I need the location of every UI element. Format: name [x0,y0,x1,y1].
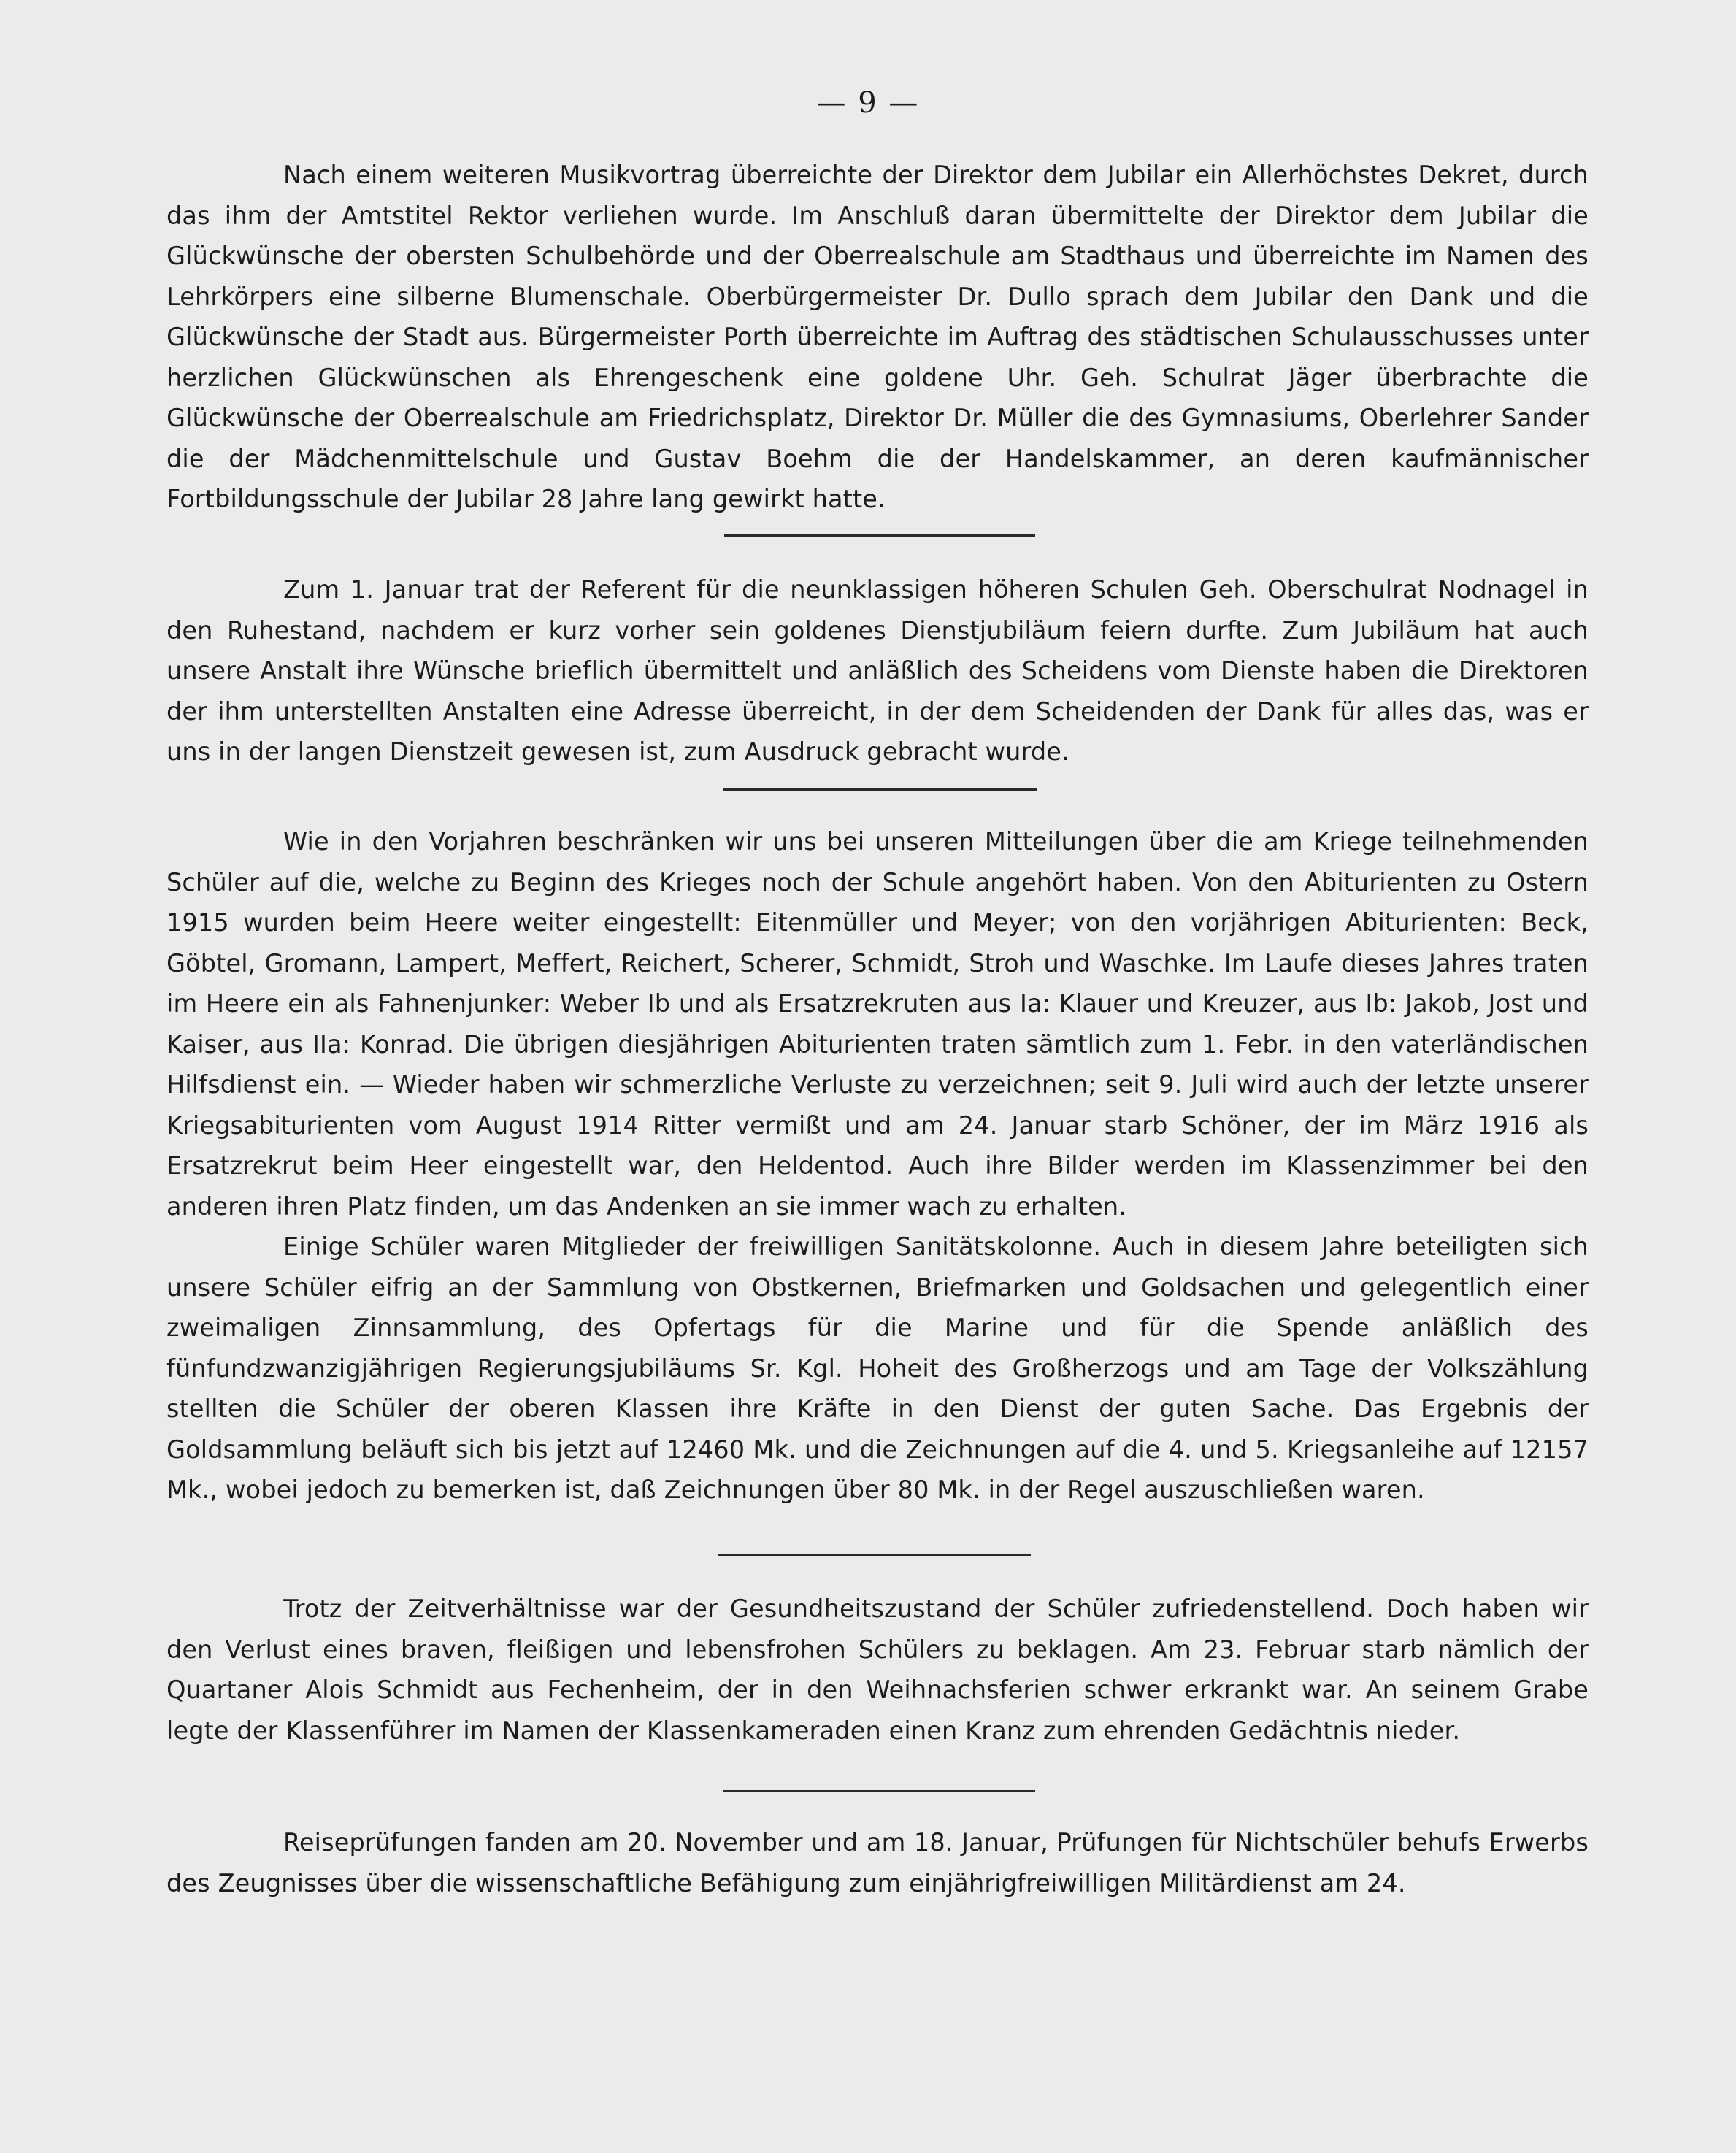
page-number: — 9 — [816,86,920,120]
paragraph: Einige Schüler waren Mitglieder der freiwilligen Sanitätskolonne. Auch in diesem Jahre beteiligten sich unsere Schüler eifrig an der Sammlung von Obstkernen, Briefmarken und Goldsachen und gelegentlich einer zweimaligen Zinnsammlung, des Opfertags für die Marine und für die Spende anläßlich des fünfundzwanzigjährigen Regierungsjubiläums Sr. Kgl. Hoheit des Großherzogs und am Tage der Volkszählung stellten die Schüler der oberen Klassen ihre Kräfte in den Dienst der guten Sache. Das Ergebnis der Goldsammlung beläuft sich bis jetzt auf 12460 Mk. und die Zeichnungen auf die 4. und 5. Kriegsanleihe auf 12157 Mk., wobei jedoch zu bemerken ist, daß Zeichnungen über 80 Mk. in der Regel auszuschließen waren. [166,1232,1589,1504]
section-war [166,821,1589,1511]
paragraph: Nach einem weiteren Musikvortrag überreichte der Direktor dem Jubilar ein Allerhöchstes Dekret, durch das ihm der Amtstitel Rektor verliehen wurde. Im Anschluß daran übermittelte der Direktor dem Jubilar die Glückwünsche der obersten Schulbehörde und der Oberrealschule am Stadthaus und überreichte im Namen des Lehrkörpers eine silberne Blumenschale. Oberbürgermeister Dr. Dullo sprach dem Jubilar den Dank und die Glückwünsche der Stadt aus. Bürgermeister Porth überreichte im Auftrag des städtischen Schulausschusses unter herzlichen Glückwünschen als Ehrengeschenk eine goldene Uhr. Geh. Schulrat Jäger überbrachte die Glückwünsche der Oberrealschule am Friedrichsplatz, Direktor Dr. Müller die des Gymnasiums, Oberlehrer Sander die der Mädchenmittelschule und Gustav Boehm die der Handelskammer, an deren kaufmännischer Fortbildungsschule der Jubilar 28 Jahre lang gewirkt hatte. [166,161,1589,513]
section-divider [723,788,1037,791]
paragraph: Trotz der Zeitverhältnisse war der Gesundheitszustand der Schüler zufriedenstellend. Doch haben wir den Verlust eines braven, fleißigen und lebensfrohen Schülers zu beklagen. Am 23. Februar starb nämlich der Quartaner Alois Schmidt aus Fechenheim, der in den Weihnachsferien schwer erkrankt war. An seinem Grabe legte der Klassenführer im Namen der Klassenkameraden einen Kranz zum ehrenden Gedächtnis nieder. [166,1594,1589,1745]
paragraph: Wie in den Vorjahren beschränken wir uns bei unseren Mitteilungen über die am Kriege teilnehmenden Schüler auf die, welche zu Beginn des Krieges noch der Schule angehört haben. Von den Abiturienten zu Ostern 1915 wurden beim Heere weiter eingestellt: Eitenmüller und Meyer; von den vorjährigen Abiturienten: Beck, Göbtel, Gromann, Lampert, Meffert, Reichert, Scherer, Schmidt, Stroh und Waschke. Im Laufe dieses Jahres traten im Heere ein als Fahnenjunker: Weber Ib und als Ersatzrekruten aus Ia: Klauer und Kreuzer, aus Ib: Jakob, Jost und Kaiser, aus IIa: Konrad. Die übrigen diesjährigen Abiturienten traten sämtlich zum 1. Febr. in den vaterländischen Hilfsdienst ein. — Wieder haben wir schmerzliche Verluste zu verzeichnen; seit 9. Juli wird auch der letzte unserer Kriegsabiturienten vom August 1914 Ritter vermißt und am 24. Januar starb Schöner, der im März 1916 als Ersatzrekrut beim Heer eingestellt war, den Heldentod. Auch ihre Bilder werden im Klassenzimmer bei den anderen ihren Platz finden, um das Andenken an sie immer wach zu erhalten. [166,827,1589,1221]
paragraph: Zum 1. Januar trat der Referent für die neunklassigen höheren Schulen Geh. Oberschulrat Nodnagel in den Ruhestand, nachdem er kurz vorher sein goldenes Dienstjubiläum feiern durfte. Zum Jubiläum hat auch unsere Anstalt ihre Wünsche brieflich übermittelt und anläßlich des Scheidens vom Dienste haben die Direktoren der ihm unterstellten Anstalten eine Adresse überreicht, in der dem Scheidenden der Dank für alles das, was er uns in der langen Dienstzeit gewesen ist, zum Ausdruck gebracht wurde. [166,575,1589,766]
section-divider [723,1790,1035,1792]
section-jubilee [166,155,1589,520]
section-divider [718,1554,1031,1556]
section-retirement [166,569,1589,772]
section-health [166,1589,1589,1751]
section-divider [724,534,1035,537]
section-exams [166,1822,1589,1903]
paragraph: Reiseprüfungen fanden am 20. November und am 18. Januar, Prüfungen für Nichtschüler behufs Erwerbs des Zeugnisses über die wissenschaftliche Befähigung zum einjährigfreiwilligen Militärdienst am 24. [166,1828,1589,1897]
